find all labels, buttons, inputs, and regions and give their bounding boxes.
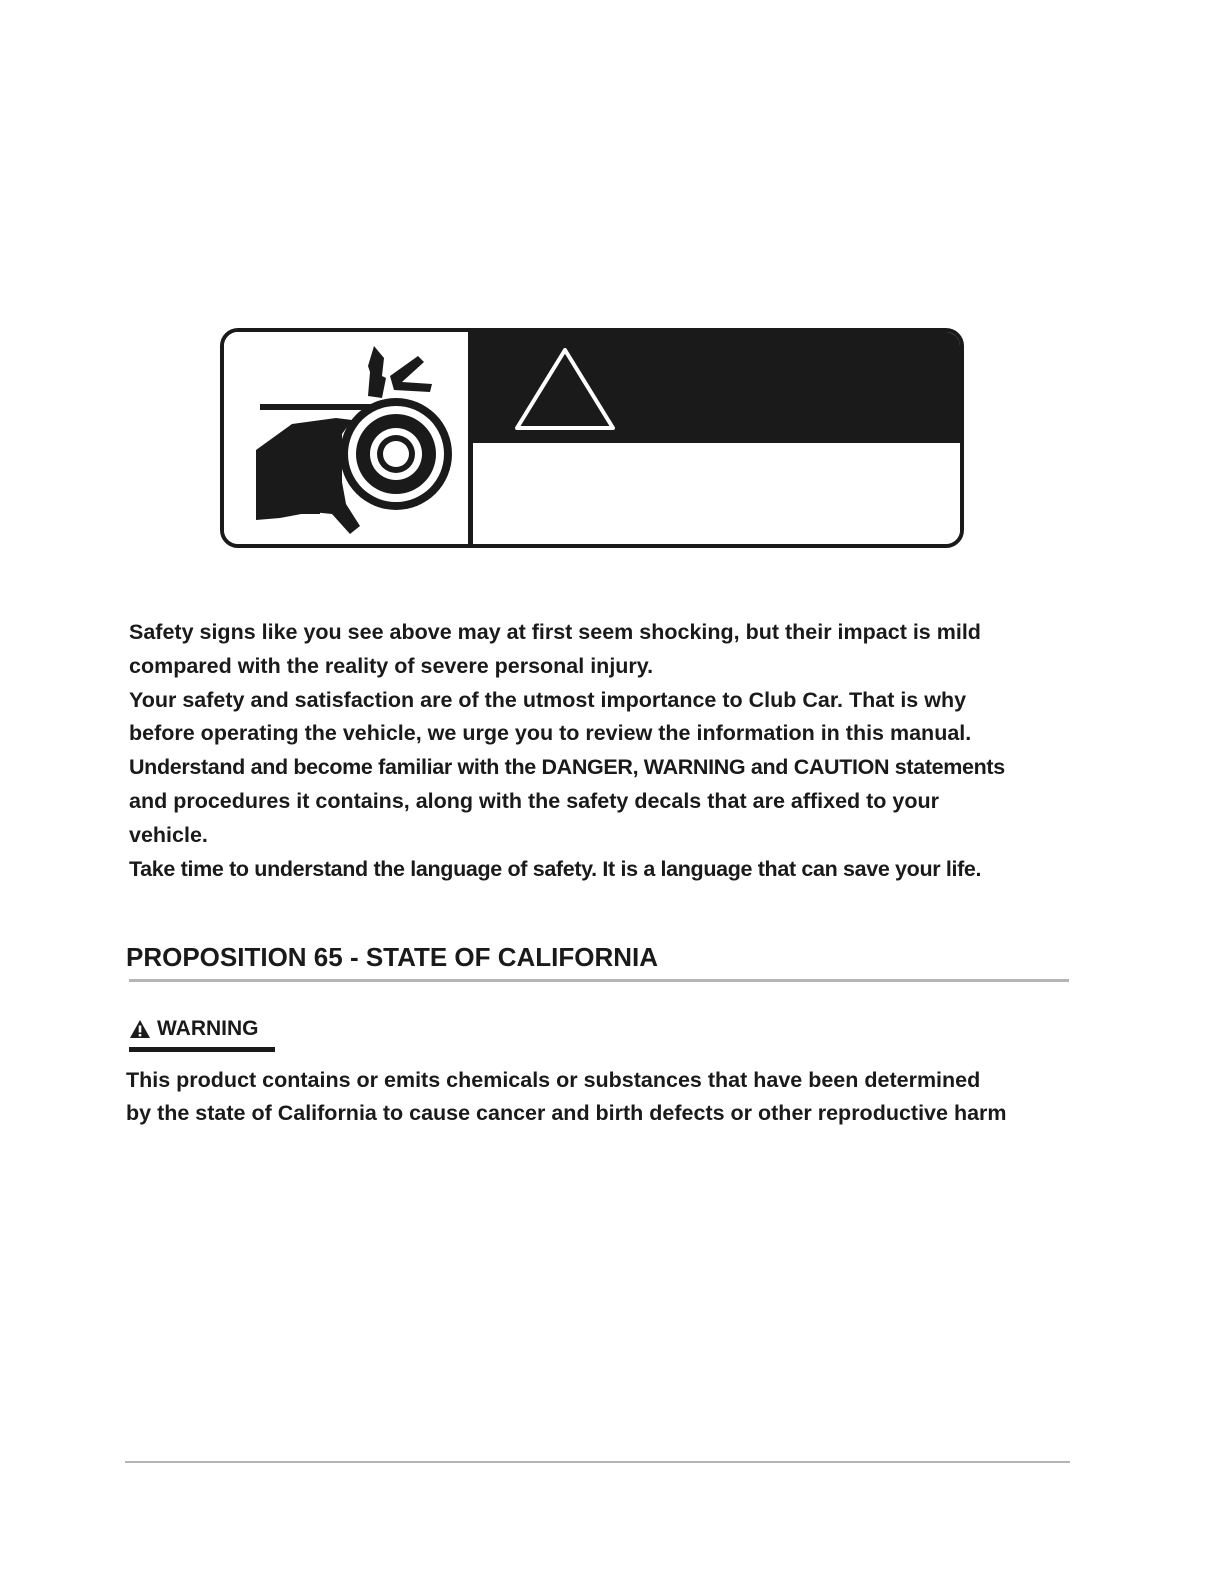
intro-line: and procedures it contains, along with the safety decals that are affixed to your — [129, 788, 940, 813]
intro-line: before operating the vehicle, we urge you to review the information in this manual. — [129, 721, 972, 746]
warning-underline — [129, 1047, 275, 1052]
warning-line: by the state of California to cause cancer and birth defects or other reproductive harm — [126, 1101, 1007, 1125]
warning-heading — [129, 1014, 259, 1044]
warning-triangle-icon — [129, 1019, 151, 1039]
footer-divider — [125, 1461, 1070, 1463]
warning-triangle-icon — [513, 346, 617, 432]
section-divider — [129, 979, 1069, 982]
intro-line: Understand and become familiar with the DANGER, WARNING and CAUTION statements — [129, 755, 1005, 780]
warning-label: WARNING — [157, 1017, 259, 1040]
section-title: PROPOSITION 65 - STATE OF CALIFORNIA — [126, 942, 659, 972]
safety-intro-text — [129, 616, 1089, 886]
intro-line: Safety signs like you see above may at first seem shocking, but their impact is mild — [129, 620, 981, 644]
decal-signal-panel — [473, 332, 960, 443]
intro-line: Take time to understand the language of safety. It is a language that can save your life. — [129, 856, 982, 881]
warning-line: This product contains or emits chemicals or substances that have been determined — [126, 1068, 981, 1092]
intro-line: compared with the reality of severe personal injury. — [129, 653, 654, 678]
hand-entanglement-belt-pulley-icon — [224, 332, 473, 544]
safety-decal — [220, 328, 964, 548]
intro-line: vehicle. — [129, 822, 208, 847]
intro-line: Your safety and satisfaction are of the utmost importance to Club Car. That is why — [129, 687, 967, 712]
decal-message-panel — [473, 443, 960, 544]
warning-text — [126, 1064, 1069, 1130]
